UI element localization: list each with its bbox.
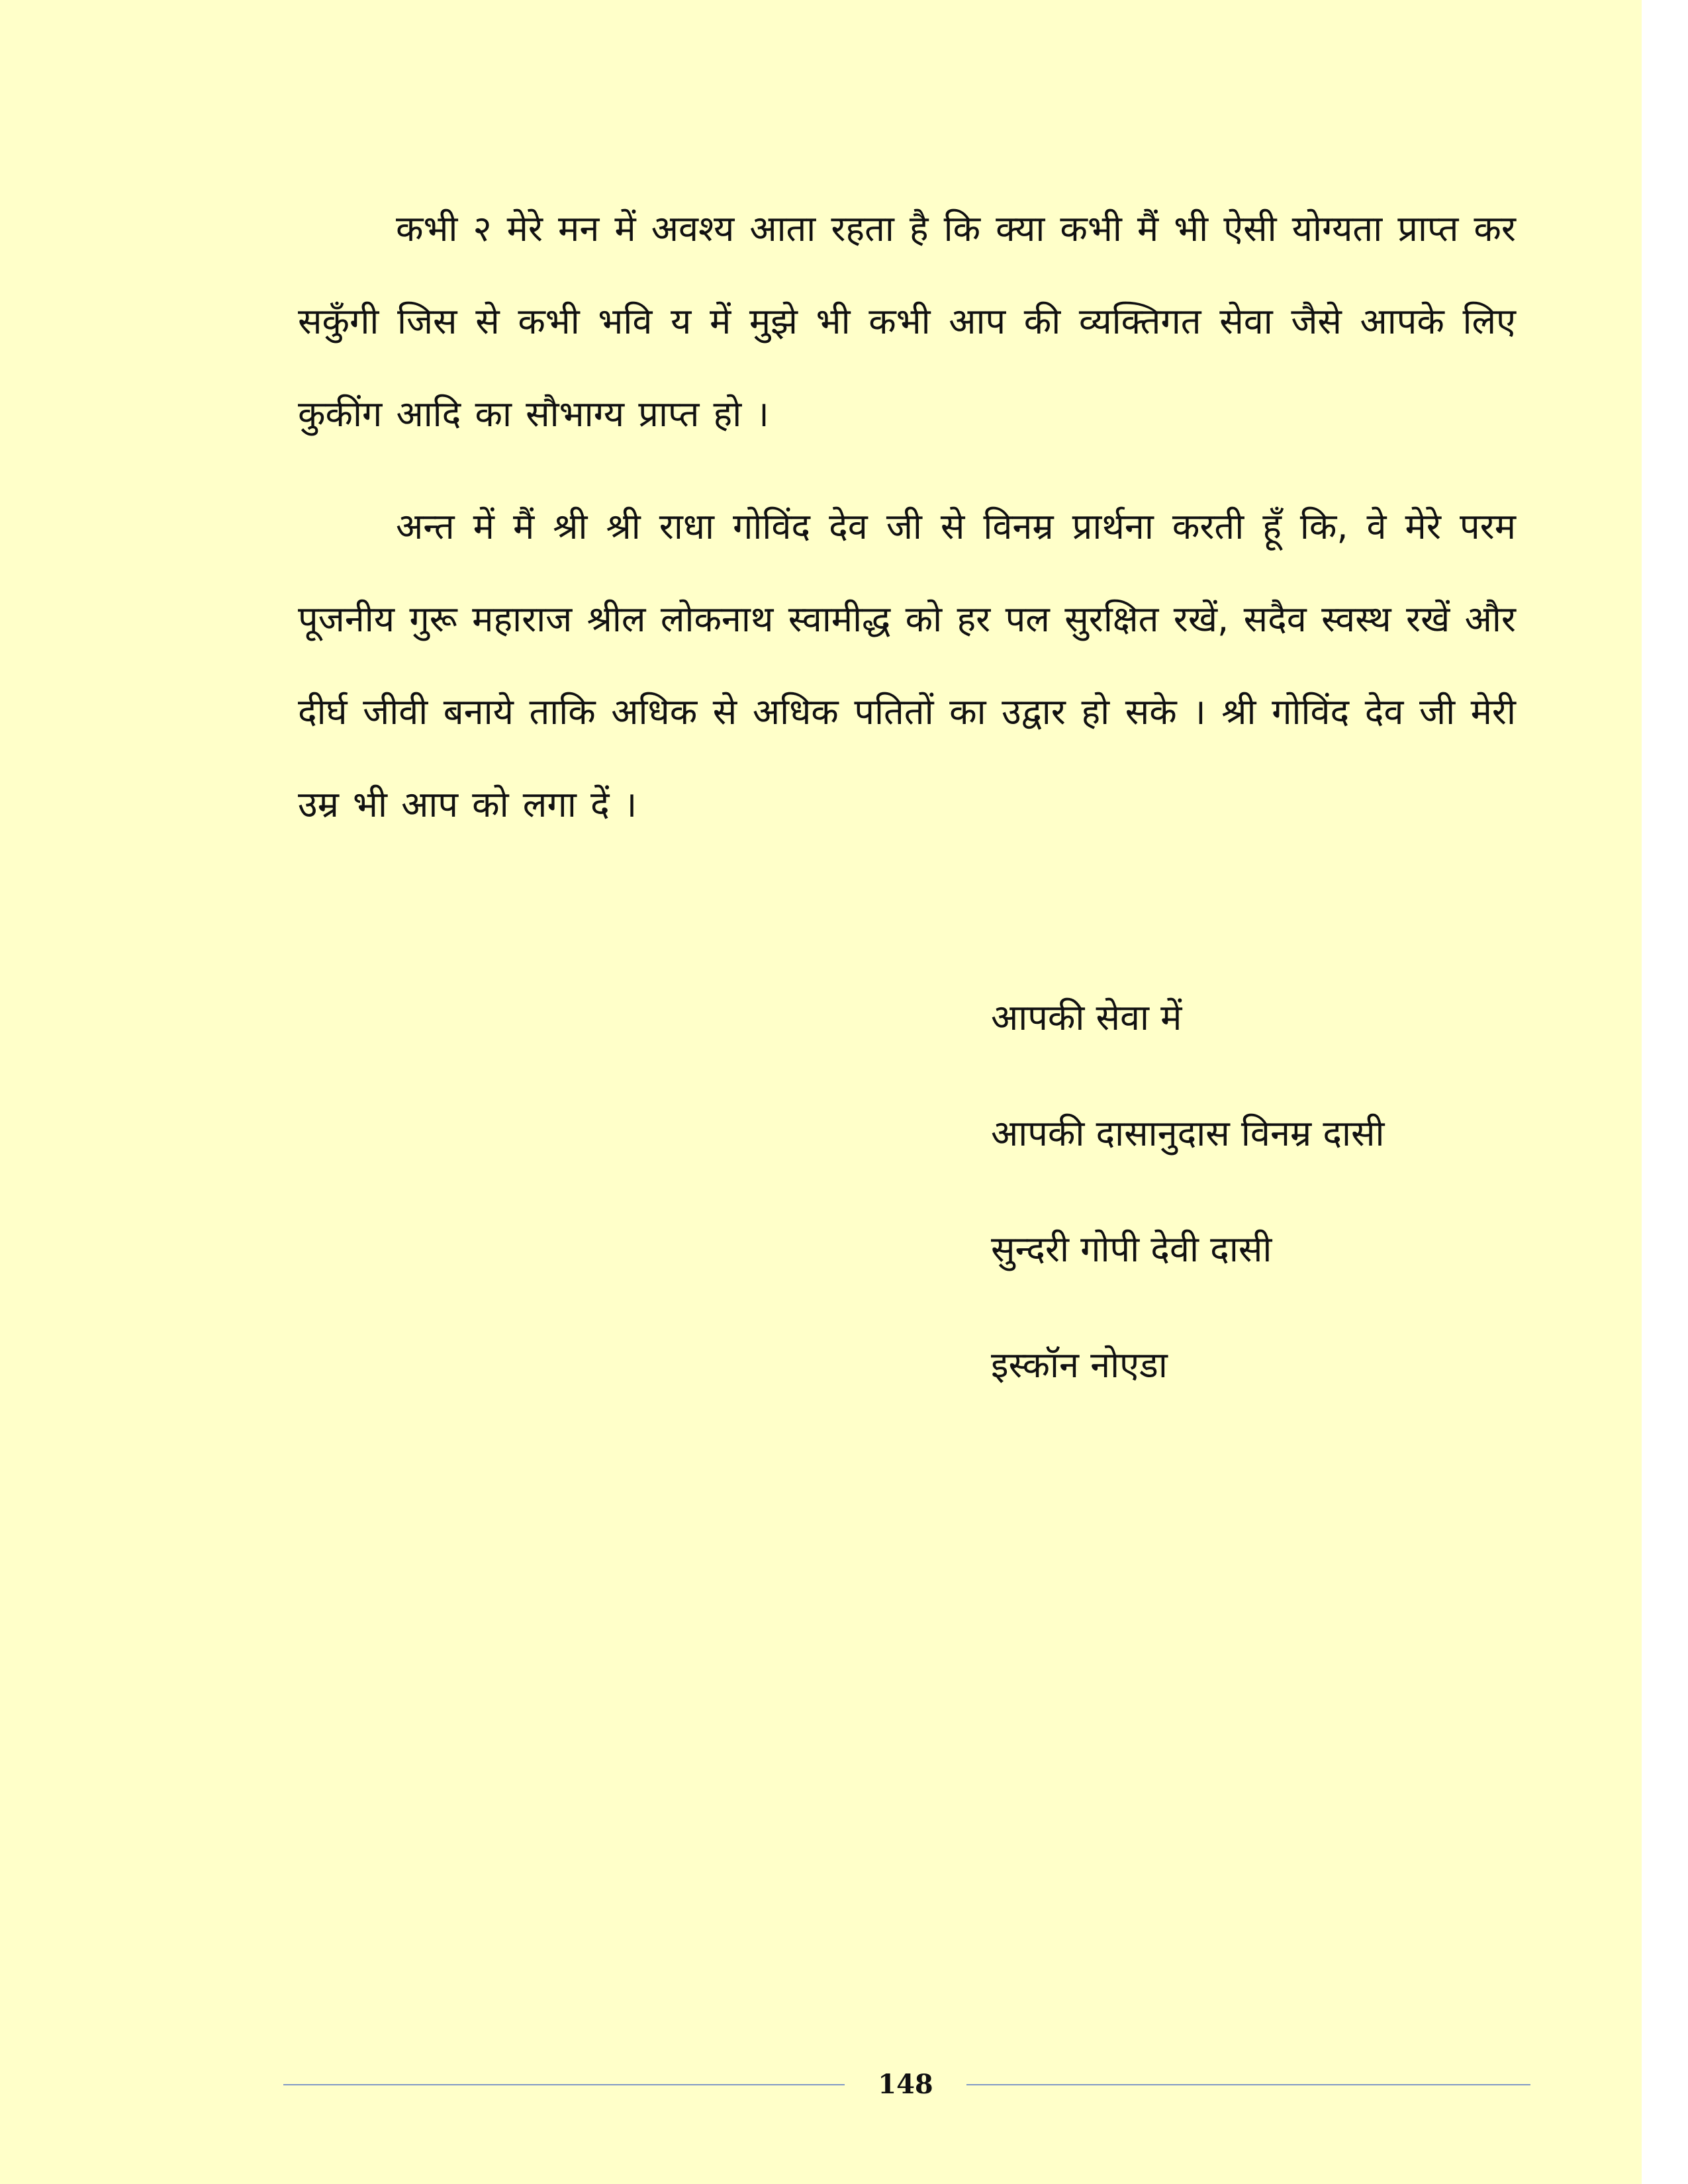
page-footer	[283, 2065, 1530, 2105]
footer-rule-right	[966, 2084, 1530, 2085]
closing-signoff: आपकी दासानुदास विनम्र दासी	[991, 1113, 1385, 1154]
signatory-location: इस्कॉन नोएडा	[991, 1344, 1168, 1386]
paragraph-1: कभी २ मेरे मन में अवश्य आता रहता है कि क्या कभी मैं भी ऐसी योग्यता प्राप्त कर सकुँगी जिस से कभी भवि य में मुझे भी कभी आप की व्यक्तिगत सेवा जैसे आपके लिए कुकींग आदि का सौभाग्य प्राप्त हो ।	[298, 208, 1516, 435]
letter-closing	[991, 986, 1385, 1449]
page-number: 148	[878, 2069, 933, 2100]
signatory-name: सुन्दरी गोपी देवी दासी	[991, 1228, 1272, 1270]
closing-salutation: आपकी सेवा में	[991, 997, 1182, 1038]
footer-rule-left	[283, 2084, 845, 2085]
paragraph-2: अन्त में मैं श्री श्री राधा गोविंद देव जी से विनम्र प्रार्थना करती हूँ कि, वे मेरे परम पूजनीय गुरू महाराज श्रील लोकनाथ स्वामीद्ध को हर पल सुरक्षित रखें, सदैव स्वस्थ रखें और दीर्घ जीवी बनाये ताकि अधिक से अधिक पतितों का उद्वार हो सके । श्री गोविंद देव जी मेरी उम्र भी आप को लगा दें ।	[298, 506, 1516, 825]
